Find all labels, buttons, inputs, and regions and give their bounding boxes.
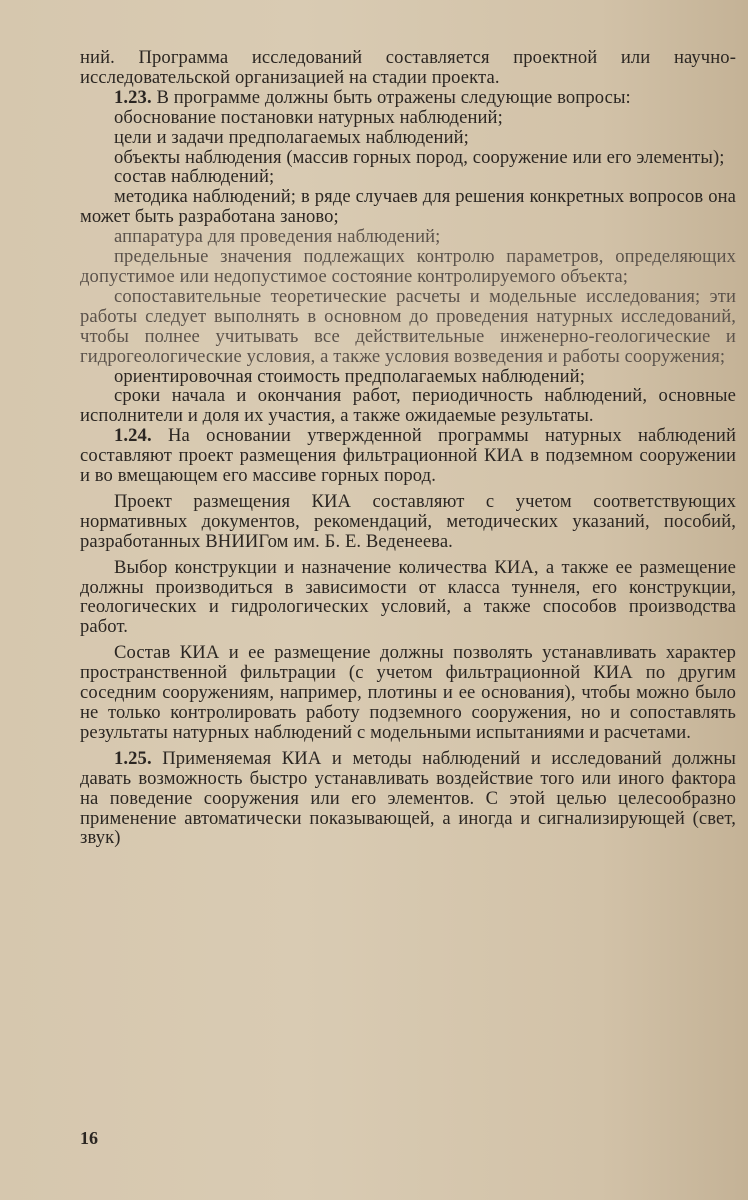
list-item: сопоставительные теоретические расчеты и модельные исследования; эти работы следует выполнять в основном до проведения натурных исследований, чтобы полнее учитывать все действительные инженерно-геологические и гидрогеологические условия, а также условия возведения и работы сооружения; [80,285,736,367]
section-1-23 [80,88,736,108]
list-item: обоснование постановки натурных наблюдений; [114,106,503,128]
page-text [80,48,736,848]
section-number: 1.23. [114,86,152,108]
section-1-24 [80,426,736,486]
list-item: предельные значения подлежащих контролю параметров, определяющих допустимое или недопустимое состояние контролируемого объекта; [80,246,736,287]
list-item: состав наблюдений; [114,166,275,188]
section-text: Применяемая КИА и методы наблюдений и исследований должны давать возможность быстро устанавливать воздействие того или иного фактора на поведение сооружения или его элементов. С этой целью целесообразно применение автоматически показывающей, а иногда и сигнализирующей (свет, звук) [80,747,736,849]
section-number: 1.24. [114,425,152,447]
list-item: методика наблюдений; в ряде случаев для решения конкретных вопросов она может быть разработана заново; [80,186,736,228]
page-number: 16 [80,1128,98,1148]
paragraph-continuation: ний. Программа исследований составляется проектной или научно-исследовательской организацией на стадии проекта. [80,47,736,88]
list-item: цели и задачи предполагаемых наблюдений; [114,126,469,148]
paragraph: Проект размещения КИА составляют с учетом соответствующих нормативных документов, рекомендаций, методических указаний, пособий, разработанных ВНИИГом им. Б. Е. Веденеева. [80,490,736,552]
section-1-25 [80,749,736,849]
paragraph: Выбор конструкции и назначение количества КИА, а также ее размещение должны производиться в зависимости от класса туннеля, его конструкции, геологических и гидрологических условий, а также способов производства работ. [80,556,736,638]
section-number: 1.25. [114,747,152,769]
section-text: На основании утвержденной программы натурных наблюдений составляют проект размещения фильтрационной КИА в подземном сооружении и во вмещающем его массиве горных пород. [80,425,736,487]
paragraph: Состав КИА и ее размещение должны позволять устанавливать характер пространственной фильтрации (с учетом фильтрационной КИА по другим соседним сооружениям, например, плотины и ее основания), чтобы можно было не только контролировать работу подземного сооружения, но и сопоставлять результаты натурных наблюдений с модельными испытаниями и расчетами. [80,642,736,743]
list-item: объекты наблюдения (массив горных пород, сооружение или его элементы); [114,146,725,168]
list-item: ориентировочная стоимость предполагаемых наблюдений; [114,365,585,387]
list-item: сроки начала и окончания работ, периодичность наблюдений, основные исполнители и доля их участия, а также ожидаемые результаты. [80,385,736,427]
section-text: В программе должны быть отражены следующие вопросы: [156,86,631,108]
list-item: аппаратура для проведения наблюдений; [114,226,441,248]
